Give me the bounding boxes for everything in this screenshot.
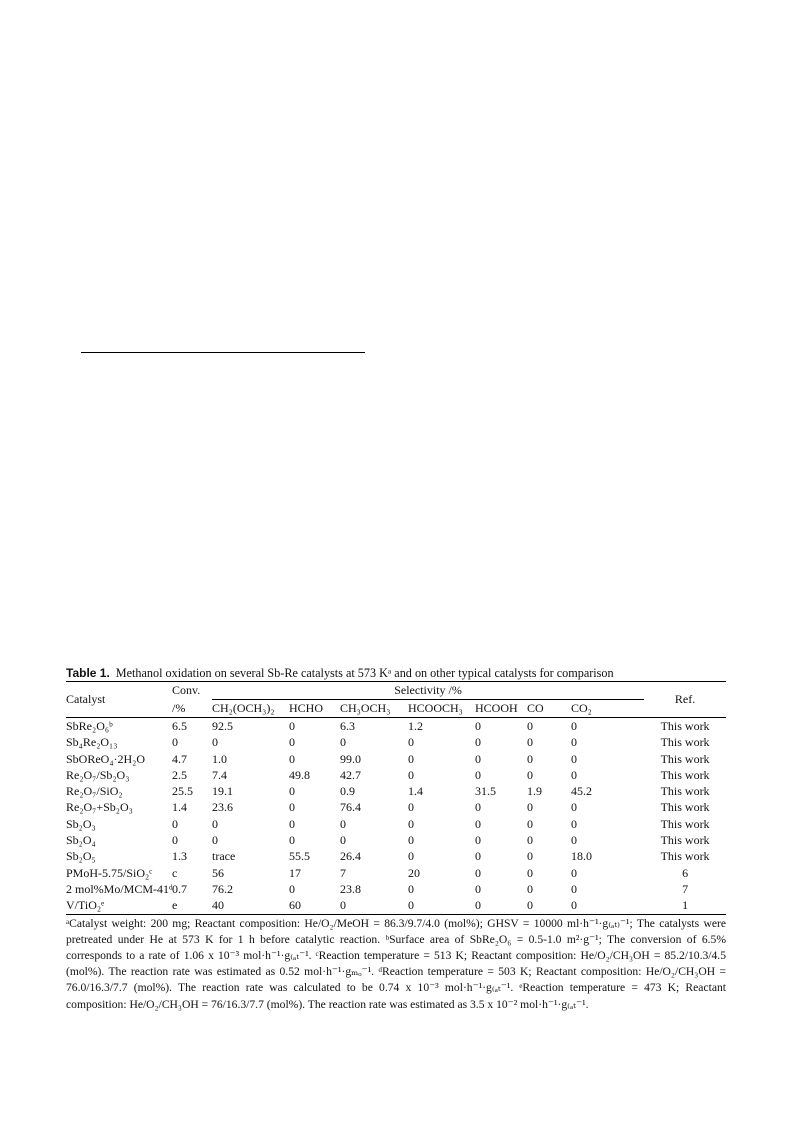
cell-catalyst: SbOReO₄·2H₂O [66, 751, 146, 766]
table-row [66, 718, 726, 735]
cell-selectivity: 0 [340, 833, 346, 848]
header-product: CH₂(OCH₃)₂ [212, 701, 275, 715]
header-product: HCHO [289, 701, 324, 715]
cell-selectivity: 0 [289, 816, 295, 831]
table-row [66, 897, 726, 914]
cell-selectivity: 99.0 [340, 751, 361, 766]
cell-selectivity: 0 [475, 751, 481, 766]
cell-selectivity: 0 [527, 881, 533, 896]
cell-selectivity: 0 [527, 833, 533, 848]
cell-ref: This work [660, 735, 710, 750]
cell-catalyst: Re₂O₇/SiO₂ [66, 784, 123, 799]
cell-selectivity: 0 [289, 833, 295, 848]
header-conv-unit: /% [172, 700, 186, 715]
cell-selectivity: 0 [212, 816, 218, 831]
table-row [66, 865, 726, 881]
cell-selectivity: 0 [527, 751, 533, 766]
cell-selectivity: 0 [475, 898, 481, 913]
cell-ref: This work [660, 751, 710, 766]
cell-selectivity: 56 [212, 865, 224, 880]
header-product: CH₃OCH₃ [340, 701, 391, 715]
cell-selectivity: 0 [571, 767, 577, 782]
cell-selectivity: 0 [475, 800, 481, 815]
cell-selectivity: 1.2 [408, 719, 423, 733]
header-ref: Ref. [644, 682, 726, 718]
table-caption-text: Methanol oxidation on several Sb-Re catalysts at 573 Kᵃ and on other typical catalysts for comparison [115, 666, 614, 680]
cell-selectivity: 0 [475, 816, 481, 831]
cell-selectivity: 45.2 [571, 784, 592, 799]
cell-selectivity: 42.7 [340, 767, 361, 782]
cell-catalyst: Sb₄Re₂O₁₃ [66, 735, 118, 750]
table-row [66, 832, 726, 848]
cell-selectivity: 0 [571, 816, 577, 831]
cell-conversion: 1.3 [172, 849, 187, 864]
table-1 [66, 666, 726, 1013]
header-product: HCOOH [475, 701, 518, 715]
cell-selectivity: 0 [289, 735, 295, 750]
cell-selectivity: 0 [408, 881, 414, 896]
cell-selectivity: 0 [408, 800, 414, 815]
cell-catalyst: Sb₂O₄ [66, 833, 96, 848]
cell-conversion: 1.4 [172, 800, 187, 815]
cell-selectivity: 0 [527, 735, 533, 750]
table-row [66, 734, 726, 750]
cell-selectivity: 0 [408, 849, 414, 864]
cell-selectivity: 40 [212, 898, 224, 913]
cell-selectivity: 1.4 [408, 784, 423, 799]
table-row [66, 767, 726, 783]
cell-selectivity: 0 [475, 767, 481, 782]
cell-selectivity: 0 [571, 800, 577, 815]
header-conv: Conv. [172, 683, 201, 698]
cell-selectivity: 0 [289, 751, 295, 766]
cell-selectivity: 0 [340, 735, 346, 750]
table-label: Table 1. [66, 666, 110, 680]
cell-selectivity: 0 [527, 816, 533, 831]
cell-selectivity: 60 [289, 898, 301, 913]
cell-selectivity: 0 [340, 898, 346, 913]
table-row [66, 751, 726, 767]
header-product: CO₂ [571, 701, 592, 715]
cell-conversion: e [172, 898, 178, 913]
cell-conversion: 25.5 [172, 784, 193, 799]
cell-selectivity: 0 [212, 735, 218, 750]
cell-selectivity: 7 [340, 865, 346, 880]
cell-selectivity: 1.0 [212, 751, 227, 766]
cell-ref: This work [660, 833, 710, 848]
table-body [66, 718, 726, 915]
cell-catalyst: Re₂O₇+Sb₂O₃ [66, 800, 133, 815]
cell-selectivity: 7.4 [212, 767, 227, 782]
cell-selectivity: 0 [475, 865, 481, 880]
header-product: HCOOCH₃ [408, 701, 463, 715]
cell-selectivity: 23.6 [212, 800, 233, 815]
cell-selectivity: trace [212, 849, 236, 864]
cell-selectivity: 0 [527, 865, 533, 880]
cell-selectivity: 0 [475, 881, 481, 896]
separator-rule [81, 352, 365, 353]
cell-selectivity: 17 [289, 865, 301, 880]
cell-ref: This work [660, 767, 710, 782]
table-row [66, 881, 726, 897]
cell-ref: This work [660, 784, 710, 799]
cell-selectivity: 0 [527, 800, 533, 815]
cell-selectivity: 92.5 [212, 719, 233, 733]
cell-selectivity: 23.8 [340, 881, 361, 896]
cell-conversion: 6.5 [172, 719, 187, 733]
cell-ref: This work [660, 849, 710, 864]
data-table [66, 681, 726, 915]
cell-ref: This work [660, 816, 710, 831]
cell-selectivity: 0 [475, 735, 481, 750]
cell-conversion: 0 [172, 816, 178, 831]
cell-selectivity: 0 [571, 881, 577, 896]
table-row [66, 783, 726, 799]
cell-selectivity: 0 [571, 751, 577, 766]
cell-ref: 7 [682, 881, 689, 896]
table-footnotes: ᵃCatalyst weight: 200 mg; Reactant composition: He/O₂/MeOH = 86.3/9.7/4.0 (mol%); GHSV = 10000 ml·h⁻¹·g₍ₐₜ₎⁻¹; The catalysts were pretreated under He at 573 K for 1 h before catalytic reaction. ᵇSurface area of SbRe₂O₆ = 0.5-1.0 m²·g⁻¹; The conversion of 6.5% corresponds to a rate of 1.06 x 10⁻³ mol·h⁻¹·g₍ₐₜ⁻¹. ᶜReaction temperature = 513 K; Reactant composition: He/O₂/CH₃OH = 85.2/10.3/4.5 (mol%). The reaction rate was estimated as 0.52 mol·h⁻¹·gₘₒ⁻¹. ᵈReaction temperature = 503 K; Reactant composition: He/O₂/CH₃OH = 76.0/16.3/7.7 (mol%). The reaction rate was calculated to be 0.74 x 10⁻³ mol·h⁻¹·g₍ₐₜ⁻¹. ᵉReaction temperature = 473 K; Reactant composition: He/O₂/CH₃OH = 76/16.3/7.7 (mol%). The reaction rate was estimated as 3.5 x 10⁻² mol·h⁻¹·g₍ₐₜ⁻¹. [66, 916, 726, 1011]
table-row [66, 816, 726, 832]
cell-selectivity: 0 [527, 719, 533, 733]
cell-selectivity: 0 [408, 751, 414, 766]
cell-selectivity: 0 [408, 898, 414, 913]
cell-conversion: 2.5 [172, 767, 187, 782]
cell-catalyst: V/TiO₂ᵉ [66, 898, 105, 913]
cell-selectivity: 31.5 [475, 784, 496, 799]
cell-selectivity: 0.9 [340, 784, 355, 799]
cell-selectivity: 1.9 [527, 784, 542, 799]
cell-catalyst: 2 mol%Mo/MCM-41ᵈ [66, 881, 173, 896]
cell-selectivity: 0 [289, 719, 295, 733]
header-selectivity: Selectivity /% [212, 682, 644, 700]
cell-conversion: 0 [172, 735, 178, 750]
cell-catalyst: SbRe₂O₆ᵇ [66, 719, 113, 733]
cell-selectivity: 26.4 [340, 849, 361, 864]
cell-conversion: 0 [172, 833, 178, 848]
cell-selectivity: 0 [289, 784, 295, 799]
table-row [66, 848, 726, 864]
cell-selectivity: 0 [408, 816, 414, 831]
cell-conversion: 0.7 [172, 881, 187, 896]
cell-selectivity: 0 [571, 719, 577, 733]
header-catalyst: Catalyst [66, 682, 172, 718]
cell-selectivity: 6.3 [340, 719, 355, 733]
cell-selectivity: 0 [475, 849, 481, 864]
cell-selectivity: 0 [475, 719, 481, 733]
cell-selectivity: 76.2 [212, 881, 233, 896]
cell-selectivity: 0 [340, 816, 346, 831]
cell-selectivity: 0 [527, 767, 533, 782]
cell-selectivity: 0 [408, 767, 414, 782]
cell-selectivity: 76.4 [340, 800, 361, 815]
cell-selectivity: 0 [571, 865, 577, 880]
header-product: CO [527, 701, 544, 715]
cell-catalyst: Sb₂O₃ [66, 816, 96, 831]
cell-selectivity: 0 [475, 833, 481, 848]
cell-ref: This work [660, 800, 710, 815]
table-caption [66, 666, 726, 680]
cell-catalyst: Sb₂O₅ [66, 849, 96, 864]
cell-selectivity: 0 [571, 833, 577, 848]
cell-selectivity: 0 [212, 833, 218, 848]
cell-selectivity: 49.8 [289, 767, 310, 782]
cell-selectivity: 0 [289, 800, 295, 815]
cell-ref: This work [660, 719, 710, 733]
cell-conversion: 4.7 [172, 751, 187, 766]
cell-selectivity: 19.1 [212, 784, 233, 799]
cell-catalyst: PMoH-5.75/SiO₂ᶜ [66, 865, 153, 880]
cell-selectivity: 20 [408, 865, 420, 880]
cell-selectivity: 0 [571, 735, 577, 750]
cell-selectivity: 55.5 [289, 849, 310, 864]
cell-selectivity: 18.0 [571, 849, 592, 864]
cell-selectivity: 0 [527, 898, 533, 913]
cell-selectivity: 0 [289, 881, 295, 896]
cell-ref: 6 [682, 865, 689, 880]
table-row [66, 799, 726, 815]
cell-selectivity: 0 [527, 849, 533, 864]
cell-conversion: c [172, 865, 178, 880]
cell-selectivity: 0 [571, 898, 577, 913]
cell-selectivity: 0 [408, 833, 414, 848]
cell-selectivity: 0 [408, 735, 414, 750]
cell-catalyst: Re₂O₇/Sb₂O₃ [66, 767, 130, 782]
cell-ref: 1 [682, 898, 689, 913]
